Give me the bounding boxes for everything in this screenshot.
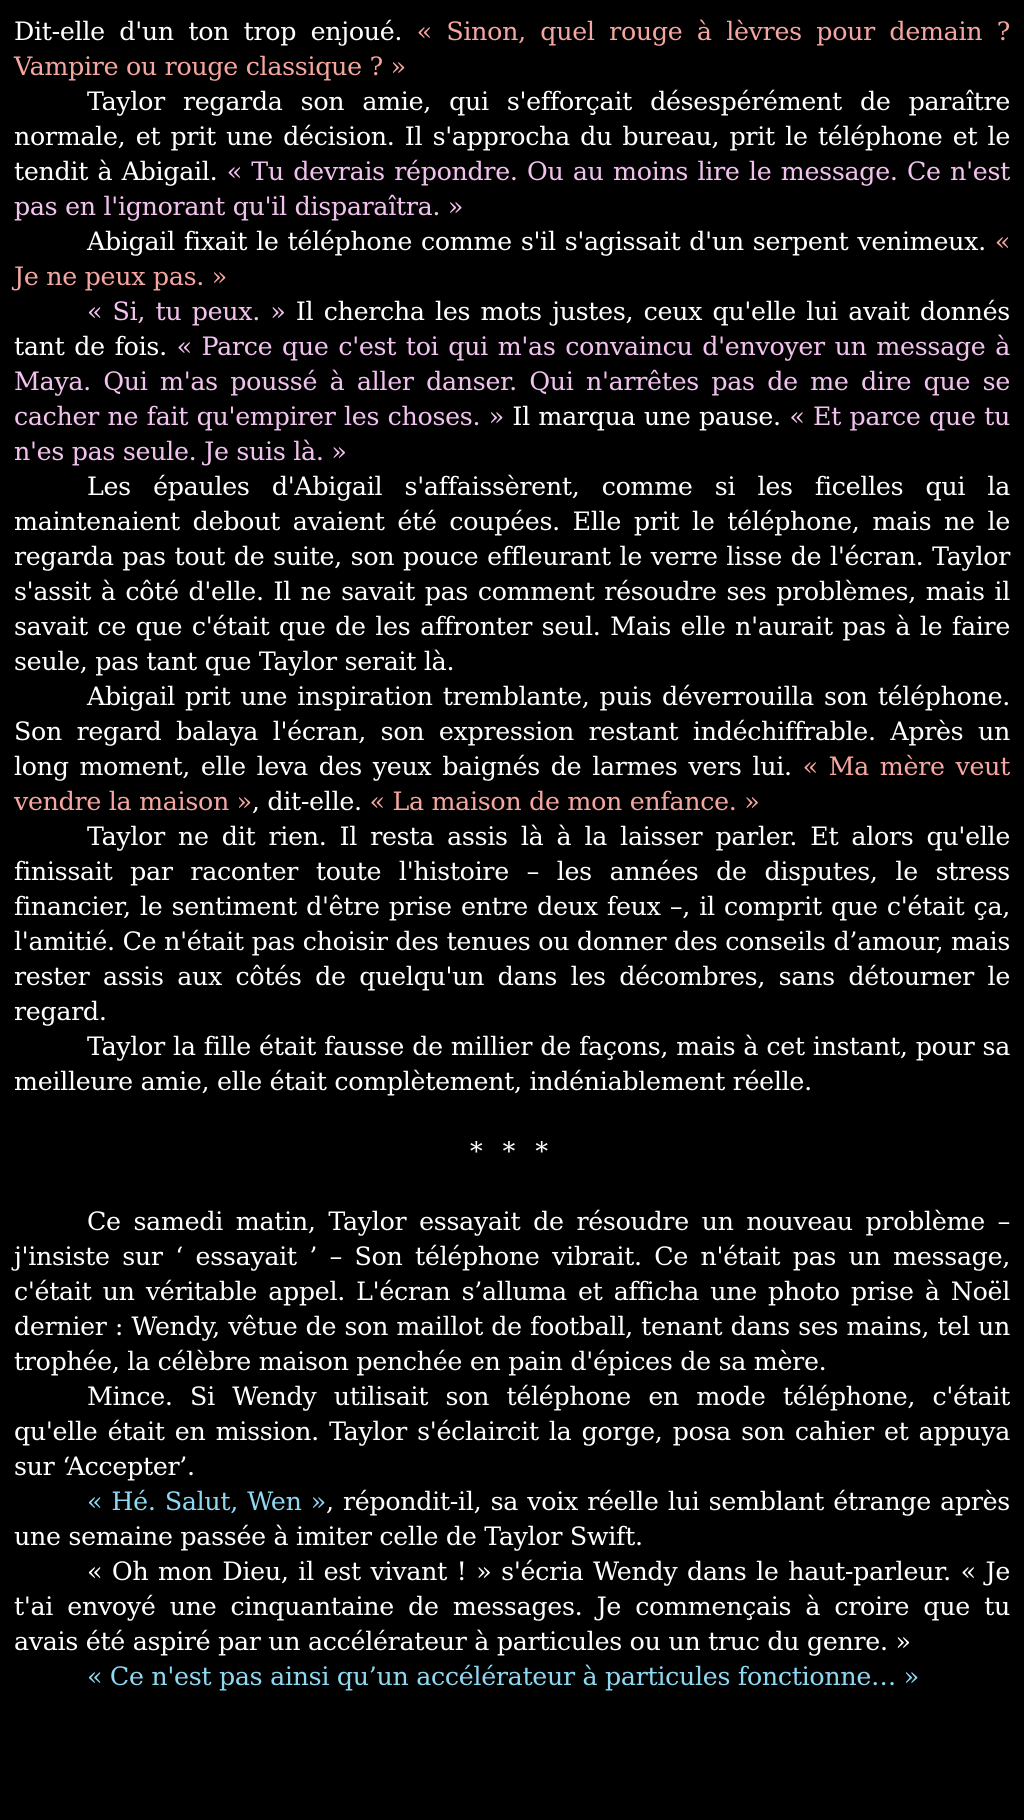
dialogue-abigail: « La maison de mon enfance. » xyxy=(369,787,760,816)
paragraph-7: Taylor ne dit rien. Il resta assis là à la laisser parler. Et alors qu'elle finissait par raconter toute l'histoire – les années de disputes, le stress financier, le sentiment d'être prise entre deux feux –, il comprit que c'était ça, l'amitié. Ce n'était pas choisir des tenues ou donner des conseils d’amour, mais rester assis aux côtés de quelqu'un dans les décombres, sans détourner le regard. xyxy=(14,822,1010,1026)
paragraph-11 xyxy=(14,1484,1010,1554)
narration: Abigail prit une inspiration tremblante, puis déverrouilla son téléphone. Son regard balaya l'écran, son expression restant indéchiffrable. Après un long moment, elle leva des yeux baignés de larmes vers lui. xyxy=(14,682,1010,781)
paragraph-3 xyxy=(14,224,1010,294)
narration: , dit-elle. xyxy=(251,787,370,816)
paragraph-13: « Ce n'est pas ainsi qu’un accélérateur à particules fonctionne… » xyxy=(87,1662,919,1691)
narration: Dit-elle d'un ton trop enjoué. xyxy=(14,17,417,46)
narration: , répondit-il, sa voix réelle lui semblant étrange après une semaine passée à imiter celle de Taylor Swift. xyxy=(14,1487,1010,1551)
dialogue-taylor-male: « Hé. Salut, Wen » xyxy=(87,1487,326,1516)
paragraph-5: Les épaules d'Abigail s'affaissèrent, comme si les ficelles qui la maintenaient debout avaient été coupées. Elle prit le téléphone, mais ne le regarda pas tout de suite, son pouce effleurant le verre lisse de l'écran. Taylor s'assit à côté d'elle. Il ne savait pas comment résoudre ses problèmes, mais il savait ce que c'était que de les affronter seul. Mais elle n'aurait pas à le faire seule, pas tant que Taylor serait là. xyxy=(14,472,1010,676)
paragraph-12: « Oh mon Dieu, il est vivant ! » s'écria Wendy dans le haut-parleur. « Je t'ai envoyé une cinquantaine de messages. Je commençais à croire que tu avais été aspiré par un accélérateur à particules ou un truc du genre. » xyxy=(14,1557,1010,1656)
dialogue-abigail: « Ma mère veut vendre la maison » xyxy=(14,752,1010,816)
paragraph-2 xyxy=(14,84,1010,224)
paragraph-4 xyxy=(14,294,1010,469)
paragraph-9: Ce samedi matin, Taylor essayait de résoudre un nouveau problème – j'insiste sur ‘ essayait ’ – Son téléphone vibrait. Ce n'était pas un message, c'était un véritable appel. L'écran s’alluma et afficha une photo prise à Noël dernier : Wendy, vêtue de son maillot de football, tenant dans ses mains, tel un trophée, la célèbre maison penchée en pain d'épices de sa mère. xyxy=(14,1207,1010,1376)
narration: Il chercha les mots justes, ceux qu'elle lui avait donnés tant de fois. xyxy=(14,297,1010,361)
dialogue-taylor: « Tu devrais répondre. Ou au moins lire le message. Ce n'est pas en l'ignorant qu'il disparaîtra. » xyxy=(14,157,1010,221)
paragraph-1 xyxy=(14,14,1010,84)
scene-separator: * * * xyxy=(469,1137,555,1166)
dialogue-taylor: « Parce que c'est toi qui m'as convaincu d'envoyer un message à Maya. Qui m'as poussé à aller danser. Qui n'arrêtes pas de me dire que se cacher ne fait qu'empirer les choses. » xyxy=(14,332,1010,431)
paragraph-10: Mince. Si Wendy utilisait son téléphone en mode téléphone, c'était qu'elle était en mission. Taylor s'éclaircit la gorge, posa son cahier et appuya sur ‘Accepter’. xyxy=(14,1382,1010,1481)
paragraph-8: Taylor la fille était fausse de millier de façons, mais à cet instant, pour sa meilleure amie, elle était complètement, indéniablement réelle. xyxy=(14,1032,1010,1096)
dialogue-taylor: « Si, tu peux. » xyxy=(87,297,286,326)
dialogue-abigail: « Je ne peux pas. » xyxy=(14,227,1010,291)
narration: Abigail fixait le téléphone comme s'il s'agissait d'un serpent venimeux. xyxy=(87,227,995,256)
dialogue-taylor: « Et parce que tu n'es pas seule. Je suis là. » xyxy=(14,402,1010,466)
paragraph-6 xyxy=(14,679,1010,819)
dialogue-abigail: « Sinon, quel rouge à lèvres pour demain ? Vampire ou rouge classique ? » xyxy=(14,17,1010,81)
narration: Il marqua une pause. xyxy=(503,402,790,431)
narration: Taylor regarda son amie, qui s'efforçait désespérément de paraître normale, et prit une décision. Il s'approcha du bureau, prit le téléphone et le tendit à Abigail. xyxy=(14,87,1010,186)
